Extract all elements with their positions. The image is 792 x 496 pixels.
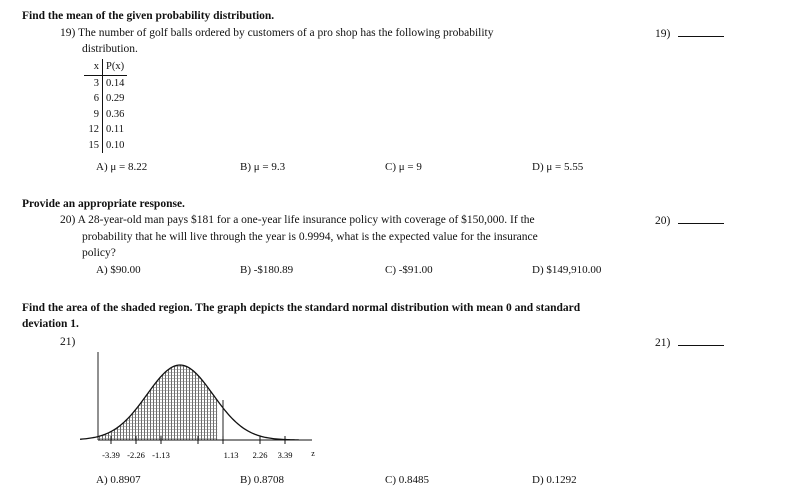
table-cell-x: 15 — [84, 138, 103, 154]
table-cell-x: 9 — [84, 107, 103, 123]
q19-answer-blank[interactable] — [678, 27, 724, 37]
table-cell-px: 0.11 — [106, 124, 124, 135]
q19-number: 19) — [655, 28, 671, 40]
table-header-row — [84, 59, 127, 75]
table-cell-x: 3 — [84, 75, 103, 91]
q21-choice-b[interactable]: B) 0.8708 — [240, 474, 284, 486]
tick-label: 3.39 — [277, 450, 293, 460]
q20-text-line2: probability that he will live through the year is 0.9994, what is the expected value for the insurance — [82, 231, 538, 243]
q20-answer-blank[interactable] — [678, 214, 724, 224]
q19-text-line1: 19) The number of golf balls ordered by customers of a pro shop has the following probability — [60, 27, 494, 39]
tick-label: -1.13 — [152, 450, 170, 460]
table-cell-px: 0.36 — [106, 108, 125, 120]
tick-label: -2.26 — [127, 450, 145, 460]
table-row — [84, 122, 127, 138]
table-row — [84, 138, 127, 154]
tick-label: 1.13 — [223, 450, 239, 460]
q21-answer-blank[interactable] — [678, 336, 724, 346]
q20-answer-slot — [655, 214, 724, 227]
table-cell-px: 0.14 — [106, 77, 125, 89]
tick-label: 2.26 — [252, 450, 268, 460]
q19-choice-d[interactable]: D) μ = 5.55 — [532, 161, 584, 173]
axis-label-z: z — [311, 449, 315, 458]
normal-curve-graph — [80, 350, 330, 465]
section-heading-area-line2: deviation 1. — [22, 318, 79, 330]
section-heading-mean: Find the mean of the given probability distribution. — [22, 10, 275, 22]
table-cell-px: 0.10 — [106, 139, 125, 151]
q20-text-line1: 20) A 28-year-old man pays $181 for a one-year life insurance policy with coverage of $150,000. If the — [60, 214, 535, 226]
q19-text-line2: distribution. — [82, 43, 138, 55]
table-row — [84, 91, 127, 107]
q21-answer-slot — [655, 336, 724, 349]
q20-number: 20) — [655, 215, 671, 227]
table-header-x: x — [84, 59, 103, 75]
table-cell-x: 12 — [84, 122, 103, 138]
tick-label: -3.39 — [102, 450, 120, 460]
q20-choice-b[interactable]: B) -$180.89 — [240, 264, 294, 276]
table-row — [84, 107, 127, 123]
q20-text-line3: policy? — [82, 247, 116, 259]
q19-choice-b[interactable]: B) μ = 9.3 — [240, 161, 286, 173]
q21-number: 21) — [655, 337, 671, 349]
section-heading-response: Provide an appropriate response. — [22, 198, 185, 210]
q21-choice-c[interactable]: C) 0.8485 — [385, 474, 429, 486]
q19-choice-a[interactable]: A) μ = 8.22 — [96, 161, 148, 173]
table-cell-x: 6 — [84, 91, 103, 107]
q19-choice-c[interactable]: C) μ = 9 — [385, 161, 422, 173]
section-heading-area-line1: Find the area of the shaded region. The graph depicts the standard normal distribution with mean 0 and standard — [22, 302, 581, 314]
table-row — [84, 75, 127, 91]
probability-table — [84, 59, 127, 153]
table-header-px: P(x) — [103, 59, 128, 75]
q20-choice-c[interactable]: C) -$91.00 — [385, 264, 433, 276]
table-cell-px: 0.29 — [106, 93, 125, 104]
q19-answer-slot — [655, 27, 724, 40]
q21-choice-a[interactable]: A) 0.8907 — [96, 474, 141, 486]
q20-choice-a[interactable]: A) $90.00 — [96, 264, 141, 276]
q21-label: 21) — [60, 336, 76, 348]
q20-choice-d[interactable]: D) $149,910.00 — [532, 264, 602, 276]
q21-choice-d[interactable]: D) 0.1292 — [532, 474, 577, 486]
